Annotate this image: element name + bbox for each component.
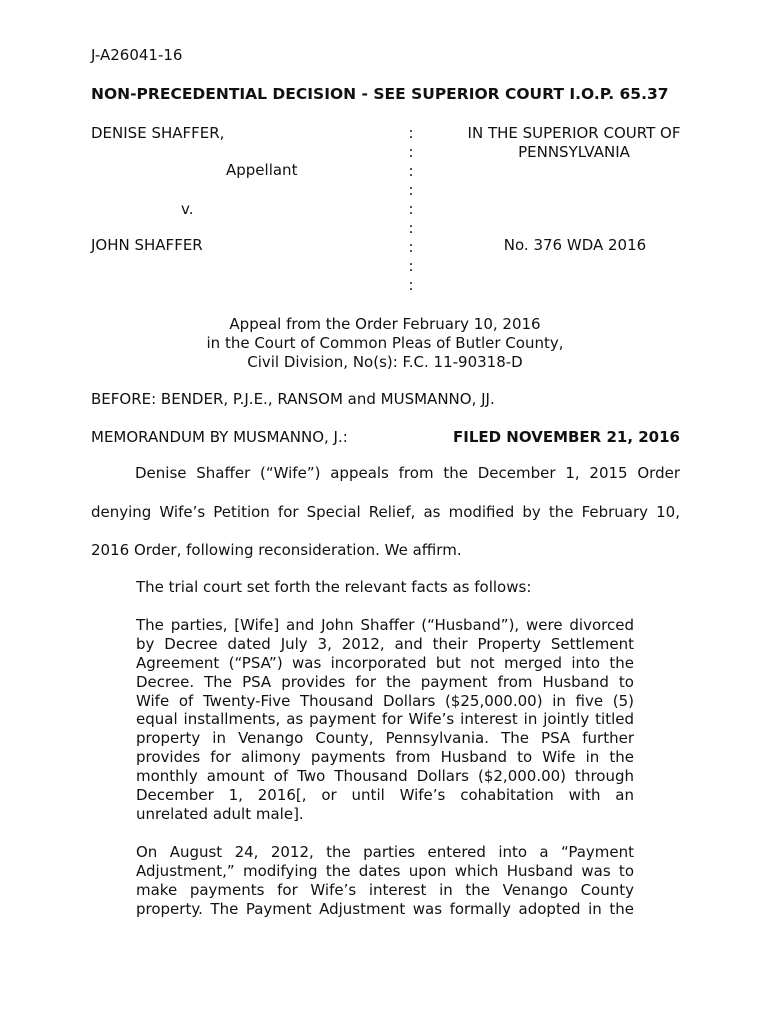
paragraph-line: Denise Shaffer (“Wife”) appeals from the December 1, 2015 Order	[135, 464, 680, 482]
caption-colon: :	[408, 238, 414, 256]
quote-line: monthly amount of Two Thousand Dollars ($2,000.00) through	[136, 767, 634, 786]
quote-line: by Decree dated July 3, 2012, and their Property Settlement	[136, 634, 634, 653]
quote-line: unrelated adult male].	[136, 804, 304, 823]
panel-before: BEFORE: BENDER, P.J.E., RANSOM and MUSMANNO, JJ.	[91, 390, 495, 408]
block-quote-paragraph	[136, 616, 634, 824]
opinion-paragraph	[91, 464, 680, 580]
quote-line: Decree. The PSA provides for the payment from Husband to	[136, 672, 634, 691]
caption-colon: :	[408, 124, 414, 142]
quote-line: Adjustment,” modifying the dates upon which Husband was to	[136, 861, 634, 880]
appeal-line: in the Court of Common Pleas of Butler County,	[206, 334, 564, 352]
caption-divider	[404, 124, 418, 295]
court-name-line: PENNSYLVANIA	[518, 143, 630, 161]
appellant-role: Appellant	[226, 161, 298, 179]
case-number: No. 376 WDA 2016	[503, 236, 647, 254]
versus-label: v.	[181, 200, 194, 218]
appellant-name: DENISE SHAFFER,	[91, 124, 225, 142]
appeal-line: Appeal from the Order February 10, 2016	[229, 315, 541, 333]
quote-line: property in Venango County, Pennsylvania. The PSA further	[136, 729, 634, 748]
caption-colon: :	[408, 181, 414, 199]
caption-colon: :	[408, 162, 414, 180]
court-name	[449, 124, 699, 162]
caption-colon: :	[408, 276, 414, 294]
memorandum-author: MEMORANDUM BY MUSMANNO, J.:	[91, 428, 348, 446]
caption-colon: :	[408, 219, 414, 237]
caption-colon: :	[408, 200, 414, 218]
caption-colon: :	[408, 143, 414, 161]
quote-line: equal installments, as payment for Wife’s interest in jointly titled	[136, 710, 634, 729]
quote-line: Wife of Twenty-Five Thousand Dollars ($25,000.00) in five (5)	[136, 691, 634, 710]
quote-line: make payments for Wife’s interest in the Venango County	[136, 880, 634, 899]
quote-line: property. The Payment Adjustment was formally adopted in the	[136, 899, 634, 918]
appellee-name: JOHN SHAFFER	[91, 236, 203, 254]
quote-line: On August 24, 2012, the parties entered into a “Payment	[136, 843, 634, 861]
appeal-description	[160, 315, 610, 372]
paragraph-line: denying Wife’s Petition for Special Relief, as modified by the February 10,	[91, 502, 680, 521]
quote-line: The parties, [Wife] and John Shaffer (“Husband”), were divorced	[136, 616, 634, 634]
quote-line: Agreement (“PSA”) was incorporated but not merged into the	[136, 653, 634, 672]
quote-line: December 1, 2016[, or until Wife’s cohabitation with an	[136, 786, 634, 805]
block-quote-paragraph	[136, 843, 634, 919]
caption-colon: :	[408, 257, 414, 275]
paragraph-line: 2016 Order, following reconsideration. We affirm.	[91, 541, 462, 559]
docket-number: J-A26041-16	[91, 46, 183, 64]
appeal-line: Civil Division, No(s): F.C. 11-90318-D	[247, 353, 523, 371]
quote-line: provides for alimony payments from Husband to Wife in the	[136, 748, 634, 767]
quote-introduction: The trial court set forth the relevant facts as follows:	[136, 578, 532, 596]
filed-date: FILED NOVEMBER 21, 2016	[453, 428, 680, 446]
court-name-line: IN THE SUPERIOR COURT OF	[467, 124, 681, 142]
non-precedential-banner: NON-PRECEDENTIAL DECISION - SEE SUPERIOR COURT I.O.P. 65.37	[91, 85, 669, 103]
